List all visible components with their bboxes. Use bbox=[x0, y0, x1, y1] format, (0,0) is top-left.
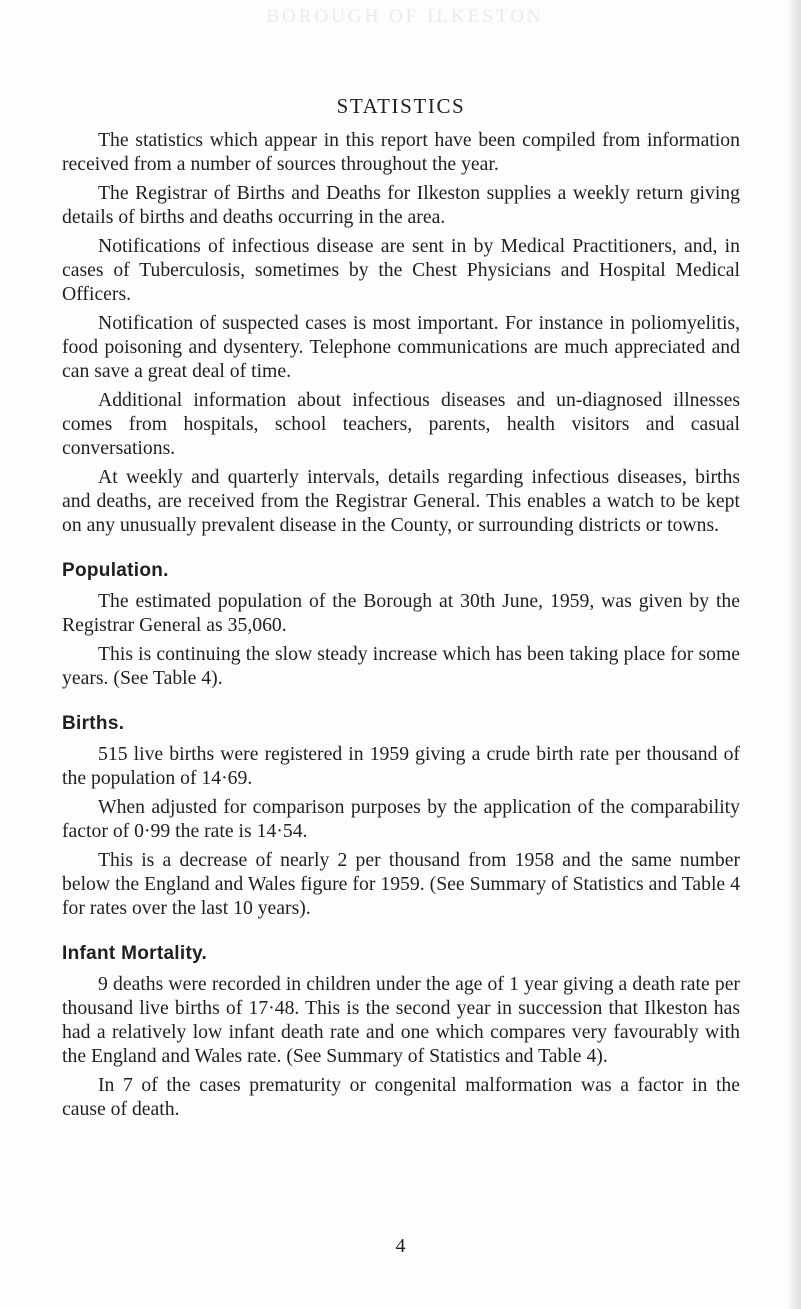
births-paragraph-1: 515 live births were registered in 1959 giving a crude birth rate per thousand of the population of 14·69. bbox=[62, 743, 740, 789]
intro-paragraph-5: Additional information about infectious diseases and un-diagnosed illnesses comes from hospitals, school teachers, parents, health visitors and casual conversations. bbox=[62, 389, 740, 459]
births-heading: Births. bbox=[62, 713, 125, 734]
population-heading: Population. bbox=[62, 560, 169, 581]
intro-paragraph-6: At weekly and quarterly intervals, details regarding infectious diseases, births and deaths, are received from the Registrar General. This enables a watch to be kept on any unusually prevalent disease in the County, or surrounding districts or towns. bbox=[62, 466, 740, 536]
intro-paragraph-2: The Registrar of Births and Deaths for Ilkeston supplies a weekly return giving details of births and deaths occurring in the area. bbox=[62, 182, 740, 228]
population-paragraph-1: The estimated population of the Borough at 30th June, 1959, was given by the Registrar General as 35,060. bbox=[62, 590, 740, 636]
page-number: 4 bbox=[395, 1235, 406, 1257]
intro-paragraph-1: The statistics which appear in this report have been compiled from information received from a number of sources throughout the year. bbox=[62, 129, 740, 175]
page-content bbox=[62, 92, 740, 1126]
intro-paragraph-4: Notification of suspected cases is most important. For instance in poliomyelitis, food poisoning and dysentery. Telephone communications are much appreciated and can save a great deal of time. bbox=[62, 312, 740, 382]
page-edge-shadow bbox=[787, 0, 801, 1309]
population-paragraph-2: This is continuing the slow steady increase which has been taking place for some years. (See Table 4). bbox=[62, 643, 740, 689]
infant-mortality-paragraph-2: In 7 of the cases prematurity or congenital malformation was a factor in the cause of death. bbox=[62, 1074, 740, 1120]
intro-paragraph-3: Notifications of infectious disease are sent in by Medical Practitioners, and, in cases of Tuberculosis, sometimes by the Chest Physicians and Hospital Medical Officers. bbox=[62, 235, 740, 305]
births-paragraph-3: This is a decrease of nearly 2 per thousand from 1958 and the same number below the England and Wales figure for 1959. (See Summary of Statistics and Table 4 for rates over the last 10 years). bbox=[62, 849, 740, 919]
births-paragraph-2: When adjusted for comparison purposes by the application of the comparability factor of 0·99 the rate is 14·54. bbox=[62, 796, 740, 842]
page-title: STATISTICS bbox=[336, 94, 466, 118]
infant-mortality-paragraph-1: 9 deaths were recorded in children under the age of 1 year giving a death rate per thousand live births of 17·48. This is the second year in succession that Ilkeston has had a relatively low infant death rate and one which compares very favourably with the England and Wales rate. (See Summary of Statistics and Table 4). bbox=[62, 973, 740, 1067]
faint-bleedthrough-header: BOROUGH OF ILKESTON bbox=[266, 6, 544, 27]
infant-mortality-heading: Infant Mortality. bbox=[62, 943, 208, 964]
